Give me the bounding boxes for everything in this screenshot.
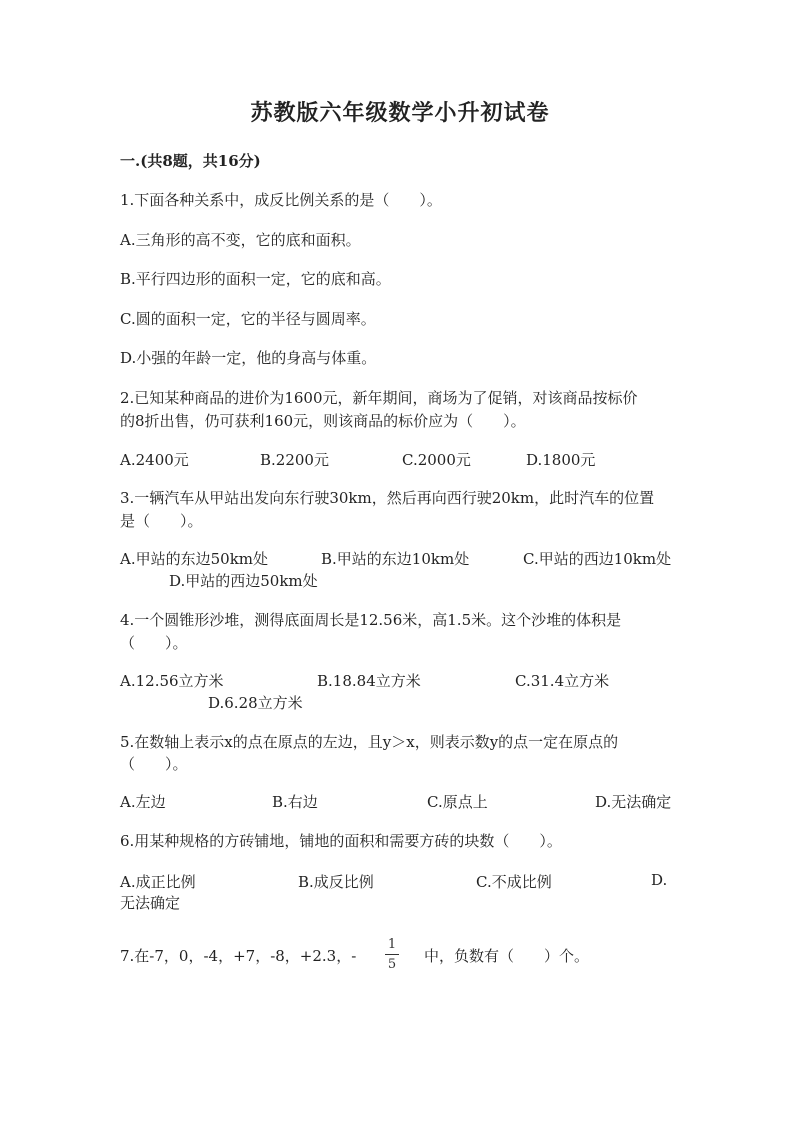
question-5-option-b: B.右边 xyxy=(272,793,318,811)
question-3-stem-line1: 3.一辆汽车从甲站出发向东行驶30km，然后再向西行驶20km，此时汽车的位置 xyxy=(120,489,655,507)
question-6-option-c: C.不成比例 xyxy=(476,873,552,891)
fraction-numerator: 1 xyxy=(387,937,397,952)
question-6-stem: 6.用某种规格的方砖铺地，铺地的面积和需要方砖的块数（ ）。 xyxy=(120,832,562,850)
question-6-option-a: A.成正比例 xyxy=(120,873,196,891)
question-4-option-c: C.31.4立方米 xyxy=(515,672,610,690)
fraction-denominator: 5 xyxy=(387,957,397,972)
question-3-option-d: D.甲站的西边50km处 xyxy=(169,572,318,590)
question-4-option-b: B.18.84立方米 xyxy=(317,672,421,690)
question-5-stem-line2: （ ）。 xyxy=(120,755,188,773)
question-1-option-a: A.三角形的高不变，它的底和面积。 xyxy=(120,231,361,249)
question-6-option-b: B.成反比例 xyxy=(298,873,374,891)
question-2-option-d: D.1800元 xyxy=(526,451,596,469)
section-heading: 一.(共8题，共16分) xyxy=(120,152,261,170)
question-4-option-d: D.6.28立方米 xyxy=(208,694,303,712)
question-2-option-b: B.2200元 xyxy=(260,451,329,469)
question-6-option-d-text: 无法确定 xyxy=(120,894,181,912)
question-3-option-a: A.甲站的东边50km处 xyxy=(120,550,269,568)
question-2-option-c: C.2000元 xyxy=(402,451,471,469)
question-2-stem-line1: 2.已知某种商品的进价为1600元，新年期间，商场为了促销，对该商品按标价 xyxy=(120,389,638,407)
question-5-option-a: A.左边 xyxy=(120,793,166,811)
question-2-stem-line2: 的8折出售，仍可获利160元，则该商品的标价应为（ ）。 xyxy=(120,412,526,430)
question-6-option-d: D. xyxy=(651,871,668,889)
question-4-stem-line2: （ ）。 xyxy=(120,634,188,652)
question-1-option-c: C.圆的面积一定，它的半径与圆周率。 xyxy=(120,310,376,328)
question-3-stem-line2: 是（ ）。 xyxy=(120,512,203,530)
question-7-stem-before: 7.在-7，0，-4，+7，-8，+2.3，- xyxy=(120,947,357,965)
question-3-option-c: C.甲站的西边10km处 xyxy=(523,550,672,568)
question-1-option-b: B.平行四边形的面积一定，它的底和高。 xyxy=(120,270,391,288)
question-1-option-d: D.小强的年龄一定，他的身高与体重。 xyxy=(120,349,377,367)
question-3-option-b: B.甲站的东边10km处 xyxy=(321,550,470,568)
question-5-stem-line1: 5.在数轴上表示x的点在原点的左边，且y＞x，则表示数y的点一定在原点的 xyxy=(120,733,619,751)
question-1-stem: 1.下面各种关系中，成反比例关系的是（ ）。 xyxy=(120,191,442,209)
question-5-option-c: C.原点上 xyxy=(427,793,488,811)
page-title: 苏教版六年级数学小升初试卷 xyxy=(250,100,550,126)
question-4-option-a: A.12.56立方米 xyxy=(120,672,224,690)
question-5-option-d: D.无法确定 xyxy=(595,793,672,811)
question-7-stem-after: 中，负数有（ ）个。 xyxy=(424,947,590,965)
question-2-option-a: A.2400元 xyxy=(120,451,189,469)
question-4-stem-line1: 4.一个圆锥形沙堆，测得底面周长是12.56米，高1.5米。这个沙堆的体积是 xyxy=(120,611,622,629)
fraction xyxy=(382,937,402,972)
fraction-bar xyxy=(385,954,399,955)
